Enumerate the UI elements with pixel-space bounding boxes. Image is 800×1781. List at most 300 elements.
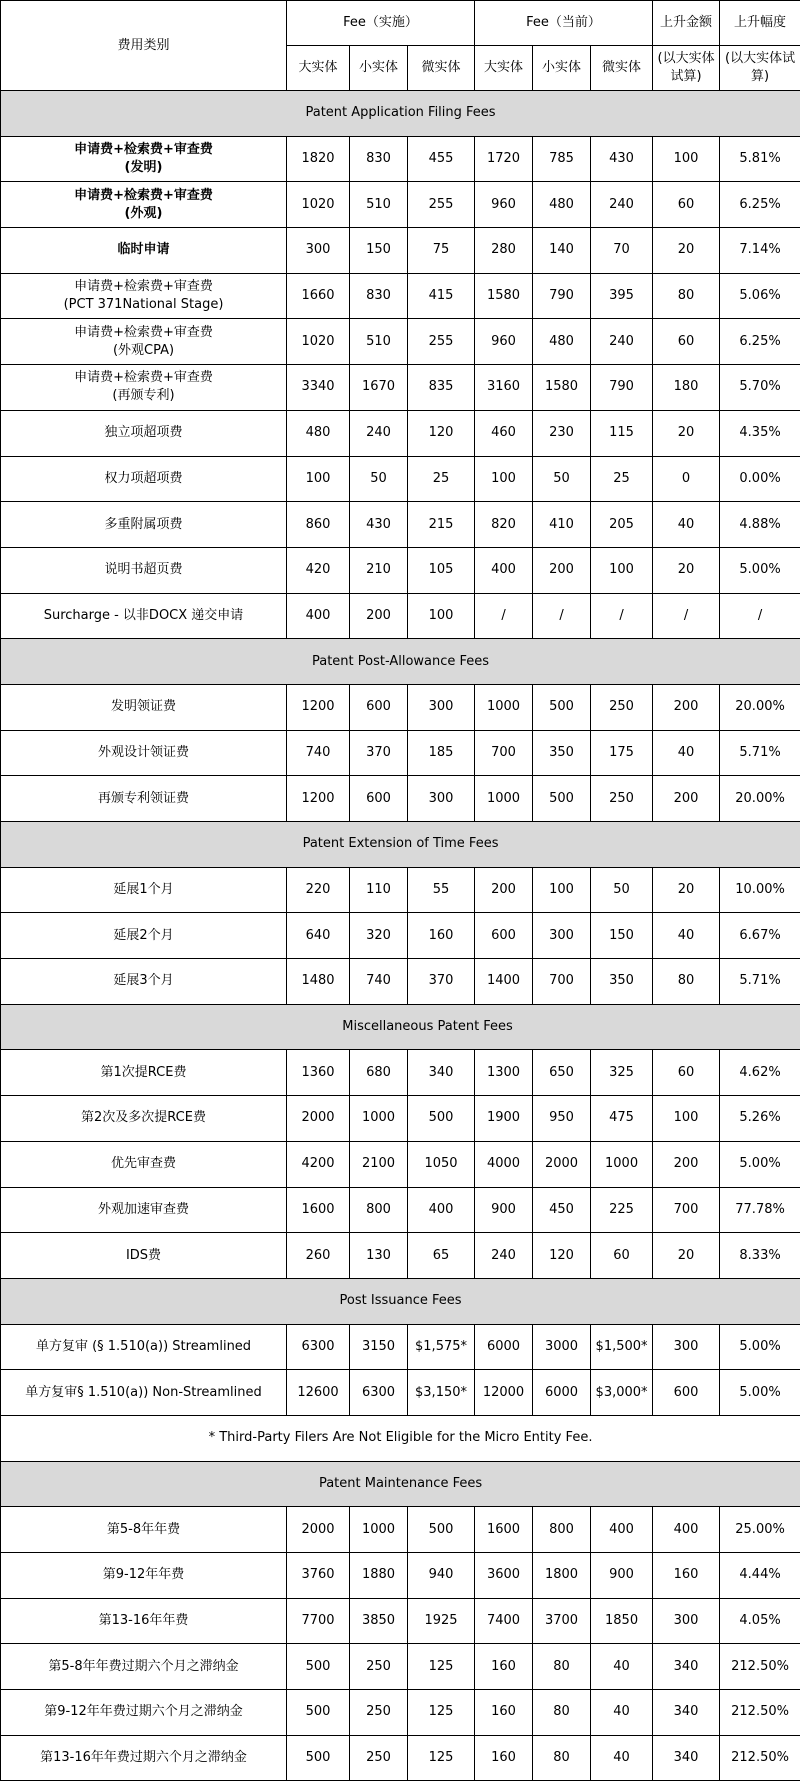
- current-large-fee: 1000: [475, 776, 533, 822]
- new-small-fee: 130: [350, 1233, 408, 1279]
- new-large-fee: 2000: [287, 1096, 350, 1142]
- current-small-fee: 350: [533, 730, 591, 776]
- new-micro-fee: 340: [408, 1050, 475, 1096]
- increase-rate: 77.78%: [720, 1187, 800, 1233]
- increase-rate: 5.00%: [720, 1324, 800, 1370]
- section-row: [1, 639, 800, 685]
- current-large-fee: 280: [475, 228, 533, 274]
- increase-amount: 180: [653, 365, 720, 411]
- table-row: [1, 1553, 800, 1599]
- increase-amount: 60: [653, 319, 720, 365]
- table-row: [1, 410, 800, 456]
- fee-name-line: Surcharge - 以非DOCX 递交申请: [3, 607, 284, 625]
- header-increase-rate: 上升幅度: [720, 1, 800, 46]
- table-row: [1, 867, 800, 913]
- fee-name-line: 申请费+检索费+审查费: [3, 278, 284, 296]
- increase-rate: 5.00%: [720, 1370, 800, 1416]
- fee-name: [1, 959, 287, 1005]
- fee-name-line: 第1次提RCE费: [3, 1064, 284, 1082]
- fee-name-line: 申请费+检索费+审查费: [3, 324, 284, 342]
- fee-name-line: 独立项超项费: [3, 424, 284, 442]
- fee-name: [1, 228, 287, 274]
- fee-name: [1, 1050, 287, 1096]
- section-row: [1, 91, 800, 137]
- current-small-fee: 800: [533, 1507, 591, 1553]
- new-micro-fee: 300: [408, 776, 475, 822]
- increase-amount: 100: [653, 1096, 720, 1142]
- table-row: [1, 684, 800, 730]
- new-small-fee: 2100: [350, 1141, 408, 1187]
- current-large-fee: 1900: [475, 1096, 533, 1142]
- table-row: [1, 319, 800, 365]
- new-small-fee: 370: [350, 730, 408, 776]
- new-micro-fee: $3,150*: [408, 1370, 475, 1416]
- fee-name-line: (外观): [3, 205, 284, 223]
- table-header: [1, 1, 800, 91]
- new-large-fee: 480: [287, 410, 350, 456]
- table-row: [1, 1735, 800, 1781]
- new-micro-fee: 1925: [408, 1598, 475, 1644]
- section-title: Miscellaneous Patent Fees: [1, 1004, 800, 1050]
- new-large-fee: 500: [287, 1690, 350, 1736]
- current-micro-fee: 240: [591, 182, 653, 228]
- current-small-fee: 200: [533, 547, 591, 593]
- current-micro-fee: 400: [591, 1507, 653, 1553]
- current-micro-fee: 205: [591, 502, 653, 548]
- current-large-fee: 960: [475, 182, 533, 228]
- fee-name-line: (外观CPA): [3, 342, 284, 360]
- new-micro-fee: 500: [408, 1507, 475, 1553]
- table-row: [1, 502, 800, 548]
- fee-name-line: 第13-16年年费过期六个月之滞纳金: [3, 1749, 284, 1767]
- new-small-fee: 50: [350, 456, 408, 502]
- fee-name: [1, 1187, 287, 1233]
- new-micro-fee: 415: [408, 273, 475, 319]
- fee-name: [1, 730, 287, 776]
- new-large-fee: 6300: [287, 1324, 350, 1370]
- current-small-fee: 80: [533, 1735, 591, 1781]
- increase-amount: 200: [653, 684, 720, 730]
- new-micro-fee: 125: [408, 1735, 475, 1781]
- increase-amount: 80: [653, 273, 720, 319]
- increase-rate: 20.00%: [720, 776, 800, 822]
- new-micro-fee: 835: [408, 365, 475, 411]
- new-micro-fee: 125: [408, 1644, 475, 1690]
- new-micro-fee: 370: [408, 959, 475, 1005]
- new-small-fee: 510: [350, 182, 408, 228]
- fee-name-line: 单方复审 (§ 1.510(a)) Streamlined: [3, 1338, 284, 1356]
- note-row: [1, 1415, 800, 1461]
- current-large-fee: 6000: [475, 1324, 533, 1370]
- current-large-fee: 160: [475, 1644, 533, 1690]
- current-small-fee: 230: [533, 410, 591, 456]
- increase-rate: 10.00%: [720, 867, 800, 913]
- increase-amount: 340: [653, 1644, 720, 1690]
- current-micro-fee: 40: [591, 1690, 653, 1736]
- new-large-fee: 7700: [287, 1598, 350, 1644]
- section-title: Patent Maintenance Fees: [1, 1461, 800, 1507]
- header-new-micro: 微实体: [408, 46, 475, 91]
- fee-name-line: 第13-16年年费: [3, 1612, 284, 1630]
- fee-name: [1, 913, 287, 959]
- table-row: [1, 365, 800, 411]
- increase-rate: 20.00%: [720, 684, 800, 730]
- current-micro-fee: 25: [591, 456, 653, 502]
- current-small-fee: 80: [533, 1690, 591, 1736]
- header-increase-amount: 上升金额: [653, 1, 720, 46]
- new-small-fee: 600: [350, 684, 408, 730]
- increase-amount: 300: [653, 1598, 720, 1644]
- increase-amount: 20: [653, 867, 720, 913]
- fee-name: [1, 1370, 287, 1416]
- new-small-fee: 250: [350, 1735, 408, 1781]
- new-large-fee: 1200: [287, 684, 350, 730]
- current-large-fee: 3600: [475, 1553, 533, 1599]
- current-micro-fee: 790: [591, 365, 653, 411]
- fee-name: [1, 136, 287, 182]
- current-micro-fee: $3,000*: [591, 1370, 653, 1416]
- increase-amount: 40: [653, 502, 720, 548]
- table-row: [1, 1324, 800, 1370]
- current-large-fee: /: [475, 593, 533, 639]
- current-micro-fee: 240: [591, 319, 653, 365]
- increase-rate: 4.44%: [720, 1553, 800, 1599]
- current-micro-fee: 430: [591, 136, 653, 182]
- current-large-fee: 200: [475, 867, 533, 913]
- fee-name: [1, 456, 287, 502]
- increase-amount: 0: [653, 456, 720, 502]
- table-row: [1, 959, 800, 1005]
- increase-rate: 5.26%: [720, 1096, 800, 1142]
- section-title: Patent Post-Allowance Fees: [1, 639, 800, 685]
- fee-name-line: 第9-12年年费过期六个月之滞纳金: [3, 1703, 284, 1721]
- current-large-fee: 1580: [475, 273, 533, 319]
- fee-name: [1, 1598, 287, 1644]
- header-new-small: 小实体: [350, 46, 408, 91]
- increase-amount: 80: [653, 959, 720, 1005]
- new-micro-fee: 25: [408, 456, 475, 502]
- fee-name: [1, 684, 287, 730]
- section-title: Post Issuance Fees: [1, 1278, 800, 1324]
- table-row: [1, 1370, 800, 1416]
- section-title: Patent Application Filing Fees: [1, 91, 800, 137]
- table-row: [1, 913, 800, 959]
- fee-name-line: IDS费: [3, 1247, 284, 1265]
- fee-name: [1, 776, 287, 822]
- increase-rate: 5.00%: [720, 547, 800, 593]
- fee-name-line: 第2次及多次提RCE费: [3, 1109, 284, 1127]
- fee-name-line: 申请费+检索费+审查费: [3, 141, 284, 159]
- header-current-large: 大实体: [475, 46, 533, 91]
- current-large-fee: 100: [475, 456, 533, 502]
- new-micro-fee: $1,575*: [408, 1324, 475, 1370]
- increase-rate: 0.00%: [720, 456, 800, 502]
- new-large-fee: 400: [287, 593, 350, 639]
- current-micro-fee: 250: [591, 776, 653, 822]
- table-body: [1, 91, 800, 1781]
- fee-name: [1, 867, 287, 913]
- current-small-fee: 480: [533, 182, 591, 228]
- current-small-fee: 1800: [533, 1553, 591, 1599]
- fee-name-line: 外观加速审查费: [3, 1201, 284, 1219]
- increase-amount: 20: [653, 547, 720, 593]
- current-large-fee: 7400: [475, 1598, 533, 1644]
- new-micro-fee: 160: [408, 913, 475, 959]
- increase-rate: 4.05%: [720, 1598, 800, 1644]
- fee-name-line: 第5-8年年费: [3, 1521, 284, 1539]
- current-small-fee: 500: [533, 684, 591, 730]
- new-large-fee: 1020: [287, 182, 350, 228]
- current-large-fee: 4000: [475, 1141, 533, 1187]
- current-large-fee: 600: [475, 913, 533, 959]
- current-micro-fee: 175: [591, 730, 653, 776]
- fee-name-line: 临时申请: [3, 241, 284, 259]
- new-small-fee: 3150: [350, 1324, 408, 1370]
- current-micro-fee: /: [591, 593, 653, 639]
- new-large-fee: 1020: [287, 319, 350, 365]
- new-large-fee: 1820: [287, 136, 350, 182]
- new-small-fee: 320: [350, 913, 408, 959]
- increase-amount: 400: [653, 1507, 720, 1553]
- new-small-fee: 600: [350, 776, 408, 822]
- current-small-fee: 50: [533, 456, 591, 502]
- header-current-fee-group: Fee（当前）: [475, 1, 653, 46]
- current-micro-fee: 325: [591, 1050, 653, 1096]
- current-micro-fee: 40: [591, 1735, 653, 1781]
- fee-name-line: 延展2个月: [3, 927, 284, 945]
- table-row: [1, 776, 800, 822]
- fee-name: [1, 593, 287, 639]
- increase-rate: 212.50%: [720, 1690, 800, 1736]
- increase-amount: 340: [653, 1690, 720, 1736]
- fee-name: [1, 319, 287, 365]
- new-small-fee: 1670: [350, 365, 408, 411]
- new-large-fee: 1660: [287, 273, 350, 319]
- new-large-fee: 4200: [287, 1141, 350, 1187]
- current-small-fee: 700: [533, 959, 591, 1005]
- new-large-fee: 740: [287, 730, 350, 776]
- new-large-fee: 1200: [287, 776, 350, 822]
- current-small-fee: 140: [533, 228, 591, 274]
- current-micro-fee: 900: [591, 1553, 653, 1599]
- new-small-fee: 3850: [350, 1598, 408, 1644]
- new-large-fee: 12600: [287, 1370, 350, 1416]
- new-large-fee: 860: [287, 502, 350, 548]
- increase-amount: 200: [653, 776, 720, 822]
- current-small-fee: 3000: [533, 1324, 591, 1370]
- current-large-fee: 1400: [475, 959, 533, 1005]
- current-micro-fee: 350: [591, 959, 653, 1005]
- table-row: [1, 1507, 800, 1553]
- fee-name: [1, 502, 287, 548]
- table-row: [1, 136, 800, 182]
- current-small-fee: 410: [533, 502, 591, 548]
- current-small-fee: 6000: [533, 1370, 591, 1416]
- increase-rate: 6.25%: [720, 182, 800, 228]
- increase-amount: 300: [653, 1324, 720, 1370]
- table-row: [1, 1187, 800, 1233]
- increase-amount: 340: [653, 1735, 720, 1781]
- new-micro-fee: 55: [408, 867, 475, 913]
- new-small-fee: 150: [350, 228, 408, 274]
- new-micro-fee: 120: [408, 410, 475, 456]
- fee-name-line: 延展3个月: [3, 972, 284, 990]
- table-row: [1, 1096, 800, 1142]
- new-micro-fee: 500: [408, 1096, 475, 1142]
- new-large-fee: 3340: [287, 365, 350, 411]
- new-large-fee: 3760: [287, 1553, 350, 1599]
- header-current-micro: 微实体: [591, 46, 653, 91]
- current-large-fee: 1600: [475, 1507, 533, 1553]
- current-small-fee: 1580: [533, 365, 591, 411]
- new-micro-fee: 125: [408, 1690, 475, 1736]
- increase-rate: /: [720, 593, 800, 639]
- increase-amount: 160: [653, 1553, 720, 1599]
- new-small-fee: 830: [350, 273, 408, 319]
- current-micro-fee: 50: [591, 867, 653, 913]
- table-row: [1, 1690, 800, 1736]
- current-small-fee: 450: [533, 1187, 591, 1233]
- current-small-fee: 3700: [533, 1598, 591, 1644]
- header-current-small: 小实体: [533, 46, 591, 91]
- fee-name-line: 权力项超项费: [3, 470, 284, 488]
- new-micro-fee: 185: [408, 730, 475, 776]
- table-row: [1, 1050, 800, 1096]
- current-micro-fee: 70: [591, 228, 653, 274]
- new-large-fee: 220: [287, 867, 350, 913]
- current-micro-fee: 1000: [591, 1141, 653, 1187]
- new-small-fee: 1000: [350, 1507, 408, 1553]
- new-small-fee: 1000: [350, 1096, 408, 1142]
- current-large-fee: 160: [475, 1735, 533, 1781]
- fee-name-line: 第5-8年年费过期六个月之滞纳金: [3, 1658, 284, 1676]
- fee-name-line: (PCT 371National Stage): [3, 296, 284, 314]
- current-micro-fee: 60: [591, 1233, 653, 1279]
- new-small-fee: 1880: [350, 1553, 408, 1599]
- section-row: [1, 1278, 800, 1324]
- header-new-fee-group: Fee（实施）: [287, 1, 475, 46]
- increase-amount: 200: [653, 1141, 720, 1187]
- table-row: [1, 1233, 800, 1279]
- current-small-fee: 120: [533, 1233, 591, 1279]
- fee-name: [1, 410, 287, 456]
- fee-name-line: 再颁专利领证费: [3, 790, 284, 808]
- section-row: [1, 822, 800, 868]
- table-row: [1, 1644, 800, 1690]
- increase-rate: 5.00%: [720, 1141, 800, 1187]
- new-small-fee: 680: [350, 1050, 408, 1096]
- table-row: [1, 228, 800, 274]
- current-small-fee: 785: [533, 136, 591, 182]
- current-micro-fee: 150: [591, 913, 653, 959]
- table-row: [1, 593, 800, 639]
- new-large-fee: 1360: [287, 1050, 350, 1096]
- new-large-fee: 300: [287, 228, 350, 274]
- new-large-fee: 2000: [287, 1507, 350, 1553]
- new-small-fee: 210: [350, 547, 408, 593]
- footnote: * Third-Party Filers Are Not Eligible for the Micro Entity Fee.: [1, 1415, 800, 1461]
- fee-name: [1, 1233, 287, 1279]
- table-row: [1, 1598, 800, 1644]
- increase-rate: 212.50%: [720, 1644, 800, 1690]
- new-micro-fee: 105: [408, 547, 475, 593]
- increase-rate: 8.33%: [720, 1233, 800, 1279]
- new-large-fee: 100: [287, 456, 350, 502]
- header-increase-amount-note: (以大实体试算): [653, 46, 720, 91]
- current-large-fee: 900: [475, 1187, 533, 1233]
- new-micro-fee: 75: [408, 228, 475, 274]
- current-micro-fee: 475: [591, 1096, 653, 1142]
- fee-name: [1, 1141, 287, 1187]
- new-large-fee: 500: [287, 1644, 350, 1690]
- current-small-fee: 100: [533, 867, 591, 913]
- fee-name: [1, 1690, 287, 1736]
- increase-rate: 5.70%: [720, 365, 800, 411]
- fee-name: [1, 1735, 287, 1781]
- increase-amount: 600: [653, 1370, 720, 1416]
- new-large-fee: 260: [287, 1233, 350, 1279]
- current-micro-fee: 115: [591, 410, 653, 456]
- current-small-fee: 300: [533, 913, 591, 959]
- header-new-large: 大实体: [287, 46, 350, 91]
- fee-name-line: (发明): [3, 159, 284, 177]
- current-large-fee: 1300: [475, 1050, 533, 1096]
- new-micro-fee: 455: [408, 136, 475, 182]
- increase-amount: 60: [653, 182, 720, 228]
- new-micro-fee: 100: [408, 593, 475, 639]
- new-small-fee: 250: [350, 1690, 408, 1736]
- header-increase-rate-note: (以大实体试算): [720, 46, 800, 91]
- new-micro-fee: 65: [408, 1233, 475, 1279]
- new-small-fee: 430: [350, 502, 408, 548]
- fee-name-line: (再颁专利): [3, 387, 284, 405]
- current-small-fee: 2000: [533, 1141, 591, 1187]
- new-large-fee: 640: [287, 913, 350, 959]
- fee-name-line: 优先审查费: [3, 1155, 284, 1173]
- new-micro-fee: 400: [408, 1187, 475, 1233]
- fee-name: [1, 273, 287, 319]
- table-row: [1, 547, 800, 593]
- fee-name-line: 外观设计领证费: [3, 744, 284, 762]
- increase-rate: 5.81%: [720, 136, 800, 182]
- table-row: [1, 456, 800, 502]
- fee-name-line: 申请费+检索费+审查费: [3, 187, 284, 205]
- increase-amount: 40: [653, 913, 720, 959]
- new-large-fee: 1600: [287, 1187, 350, 1233]
- current-small-fee: 480: [533, 319, 591, 365]
- new-small-fee: 6300: [350, 1370, 408, 1416]
- increase-rate: 4.62%: [720, 1050, 800, 1096]
- fee-name: [1, 365, 287, 411]
- current-large-fee: 240: [475, 1233, 533, 1279]
- fee-name: [1, 1553, 287, 1599]
- table-row: [1, 1141, 800, 1187]
- current-large-fee: 460: [475, 410, 533, 456]
- increase-amount: 20: [653, 228, 720, 274]
- current-large-fee: 960: [475, 319, 533, 365]
- fee-name-line: 说明书超页费: [3, 561, 284, 579]
- increase-rate: 212.50%: [720, 1735, 800, 1781]
- current-small-fee: 80: [533, 1644, 591, 1690]
- increase-amount: 100: [653, 136, 720, 182]
- current-small-fee: 650: [533, 1050, 591, 1096]
- increase-rate: 4.88%: [720, 502, 800, 548]
- current-large-fee: 700: [475, 730, 533, 776]
- increase-amount: 20: [653, 410, 720, 456]
- fee-name: [1, 547, 287, 593]
- increase-rate: 5.71%: [720, 730, 800, 776]
- fee-name-line: 多重附属项费: [3, 516, 284, 534]
